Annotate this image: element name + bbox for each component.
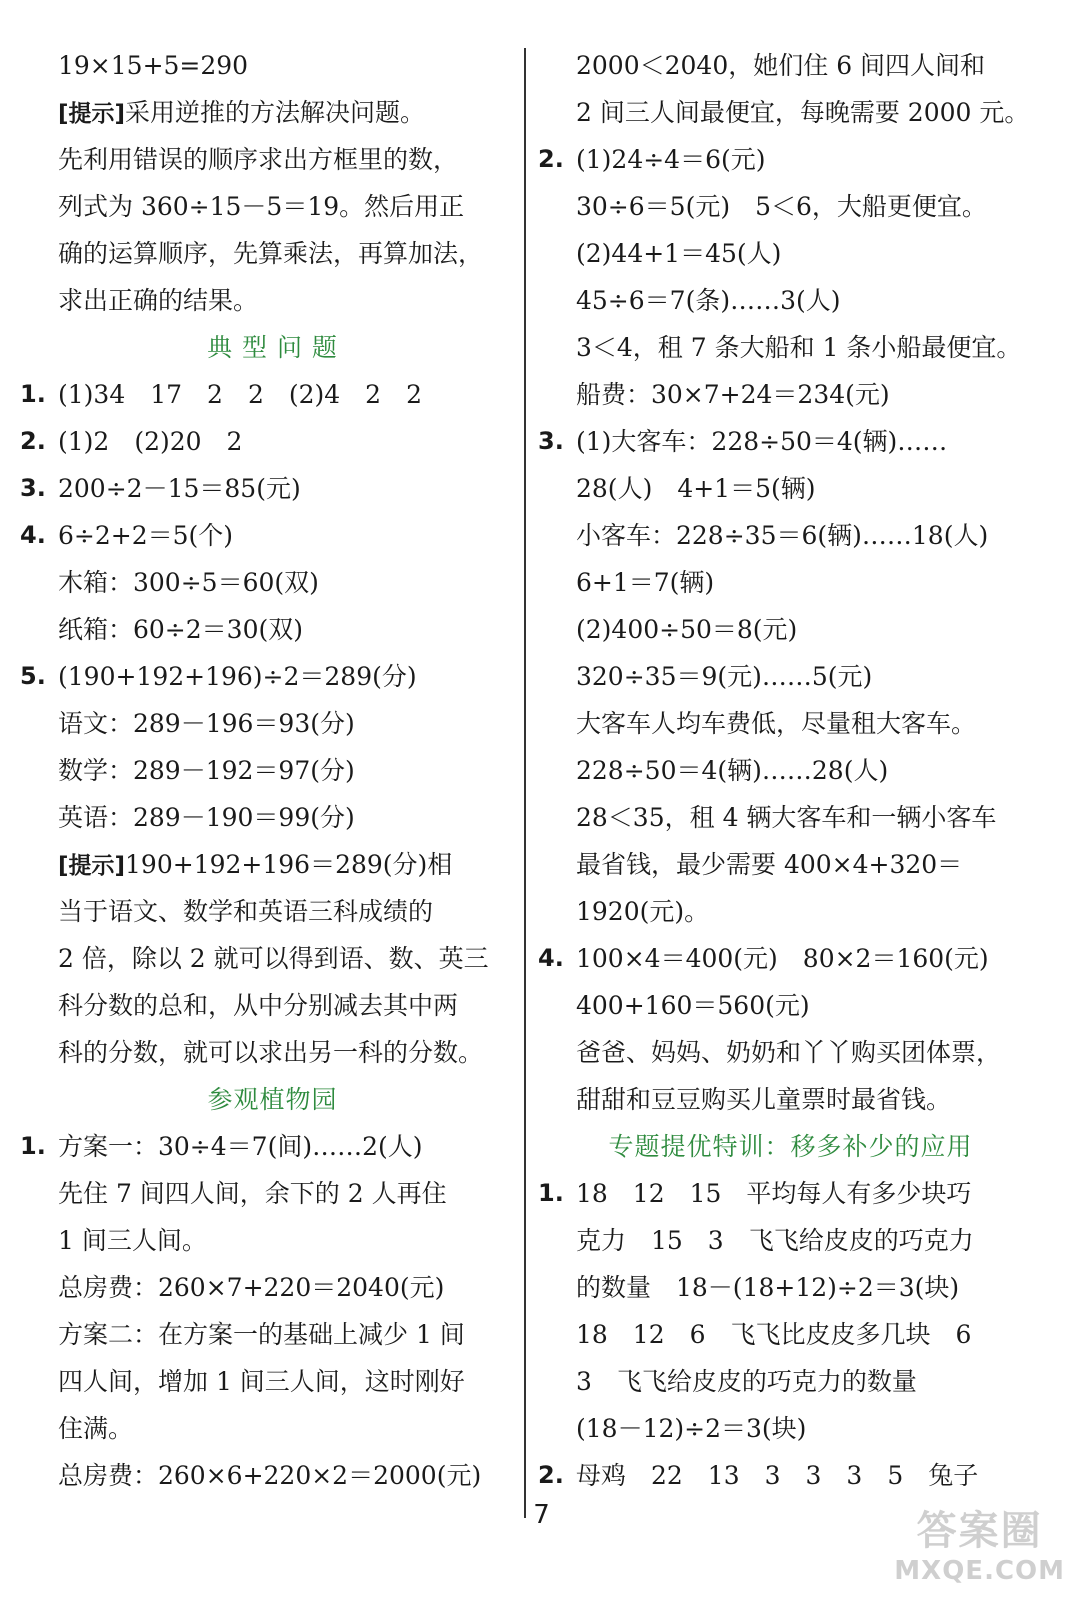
item-number: 2. xyxy=(538,145,564,173)
text-line: 1920(元)。 xyxy=(576,897,710,926)
text-line: (2)400÷50＝8(元) xyxy=(576,615,798,644)
answer-item xyxy=(20,465,525,512)
text-line: 科分数的总和，从中分别减去其中两 xyxy=(58,991,459,1020)
section-heading: 参观植物园 xyxy=(207,1085,338,1114)
text-line: 2 倍，除以 2 就可以得到语、数、英三 xyxy=(58,944,489,973)
text-line: 甜甜和豆豆购买儿童票时最省钱。 xyxy=(576,1085,952,1114)
section-heading: 专题提优特训：移多补少的应用 xyxy=(608,1132,973,1161)
item-number: 3. xyxy=(538,427,564,455)
text-line: 400+160＝560(元) xyxy=(576,991,810,1020)
text-line: 纸箱：60÷2＝30(双) xyxy=(58,615,303,644)
text-line: 3 飞飞给皮皮的巧克力的数量 xyxy=(576,1367,917,1396)
text-line: 先利用错误的顺序求出方框里的数， xyxy=(58,145,459,174)
item-text: (1)34 17 2 2 (2)4 2 2 xyxy=(58,380,422,409)
item-number: 3. xyxy=(20,474,46,502)
text-line: 四人间，增加 1 间三人间，这时刚好 xyxy=(58,1367,465,1396)
answer-item xyxy=(20,418,525,465)
text-line: 总房费：260×7+220＝2040(元) xyxy=(58,1273,445,1302)
hint-label: [提示] xyxy=(58,853,126,879)
text-line: 小客车：228÷35＝6(辆)……18(人) xyxy=(576,521,989,550)
text-line: 320÷35＝9(元)……5(元) xyxy=(576,662,873,691)
text-line: 的数量 18－(18+12)÷2＝3(块) xyxy=(576,1273,960,1302)
text-line: 方案二：在方案一的基础上减少 1 间 xyxy=(58,1320,465,1349)
answer-item xyxy=(538,1170,1043,1217)
text-line: 2 间三人间最便宜，每晚需要 2000 元。 xyxy=(576,98,1030,127)
text-line: 1 间三人间。 xyxy=(58,1226,207,1255)
item-number: 1. xyxy=(538,1179,564,1207)
answer-item xyxy=(538,1452,1043,1499)
answer-item xyxy=(538,136,1043,183)
text-line: 木箱：300÷5＝60(双) xyxy=(58,568,319,597)
text-line: 科的分数，就可以求出另一科的分数。 xyxy=(58,1038,484,1067)
item-number: 5. xyxy=(20,662,46,690)
section-heading: 典 型 问 题 xyxy=(207,333,338,362)
text-line: 克力 15 3 飞飞给皮皮的巧克力 xyxy=(576,1226,974,1255)
text-line: 3＜4，租 7 条大船和 1 条小船最便宜。 xyxy=(576,333,1022,362)
item-number: 1. xyxy=(20,1132,46,1160)
text-line: 最省钱，最少需要 400×4+320＝ xyxy=(576,850,963,879)
item-number: 4. xyxy=(538,944,564,972)
text-line: 19×15+5=290 xyxy=(58,51,249,80)
item-number: 2. xyxy=(20,427,46,455)
text-line: 求出正确的结果。 xyxy=(58,286,259,315)
item-text: (1)24÷4＝6(元) xyxy=(576,145,766,174)
item-text: (190+192+196)÷2＝289(分) xyxy=(58,662,417,691)
text-line: 2000＜2040，她们住 6 间四人间和 xyxy=(576,51,986,80)
text-line: 28(人) 4+1＝5(辆) xyxy=(576,474,816,503)
text-line: 先住 7 间四人间，余下的 2 人再住 xyxy=(58,1179,447,1208)
text-line: 大客车人均车费低，尽量租大客车。 xyxy=(576,709,977,738)
watermark-url: MXQE.COM xyxy=(894,1556,1065,1586)
text-line: 当于语文、数学和英语三科成绩的 xyxy=(58,897,434,926)
text-line: 28＜35，租 4 辆大客车和一辆小客车 xyxy=(576,803,997,832)
item-number: 2. xyxy=(538,1461,564,1489)
text-line: 住满。 xyxy=(58,1414,134,1443)
hint-text: 采用逆推的方法解决问题。 xyxy=(125,98,426,127)
text-line: 228÷50＝4(辆)……28(人) xyxy=(576,756,889,785)
text-line: 确的运算顺序，先算乘法，再算加法， xyxy=(58,239,484,268)
text-line: (2)44+1＝45(人) xyxy=(576,239,782,268)
text-line: 6+1＝7(辆) xyxy=(576,568,715,597)
text-line: 总房费：260×6+220×2＝2000(元) xyxy=(58,1461,482,1490)
text-line: 45÷6＝7(条)……3(人) xyxy=(576,286,841,315)
item-text: (1)大客车：228÷50＝4(辆)…… xyxy=(576,427,948,456)
answer-item xyxy=(538,418,1043,465)
item-text: (1)2 (2)20 2 xyxy=(58,427,243,456)
text-line: 语文：289－196＝93(分) xyxy=(58,709,355,738)
item-text: 6÷2+2＝5(个) xyxy=(58,521,234,550)
text-line: 数学：289－192＝97(分) xyxy=(58,756,355,785)
hint-line xyxy=(20,841,525,888)
item-text: 100×4＝400(元) 80×2＝160(元) xyxy=(576,944,989,973)
answer-item xyxy=(20,653,525,700)
text-line: 列式为 360÷15－5＝19。然后用正 xyxy=(58,192,465,221)
answer-item xyxy=(538,935,1043,982)
text-line: 30÷6＝5(元) 5＜6，大船更便宜。 xyxy=(576,192,987,221)
watermark-logo xyxy=(894,1499,1065,1586)
text-line: 船费：30×7+24＝234(元) xyxy=(576,380,890,409)
watermark-title: 答案圈 xyxy=(916,1508,1043,1554)
hint-text: 190+192+196＝289(分)相 xyxy=(125,850,453,879)
item-text: 方案一：30÷4＝7(间)……2(人) xyxy=(58,1132,423,1161)
hint-line xyxy=(20,89,525,136)
text-line: 爸爸、妈妈、奶奶和丫丫购买团体票， xyxy=(576,1038,1002,1067)
item-text: 母鸡 22 13 3 3 3 5 兔子 xyxy=(576,1461,979,1490)
answer-item xyxy=(20,512,525,559)
item-text: 18 12 15 平均每人有多少块巧 xyxy=(576,1179,972,1208)
page-number: 7 xyxy=(533,1500,550,1530)
text-line: 英语：289－190＝99(分) xyxy=(58,803,355,832)
item-number: 1. xyxy=(20,380,46,408)
right-column xyxy=(538,42,1043,1499)
text-line: (18－12)÷2＝3(块) xyxy=(576,1414,807,1443)
hint-label: [提示] xyxy=(58,101,126,127)
column-divider xyxy=(524,48,526,1518)
left-column xyxy=(20,42,525,1499)
item-number: 4. xyxy=(20,521,46,549)
item-text: 200÷2－15＝85(元) xyxy=(58,474,301,503)
answer-item xyxy=(20,371,525,418)
text-line: 18 12 6 飞飞比皮皮多几块 6 xyxy=(576,1320,972,1349)
answer-item xyxy=(20,1123,525,1170)
